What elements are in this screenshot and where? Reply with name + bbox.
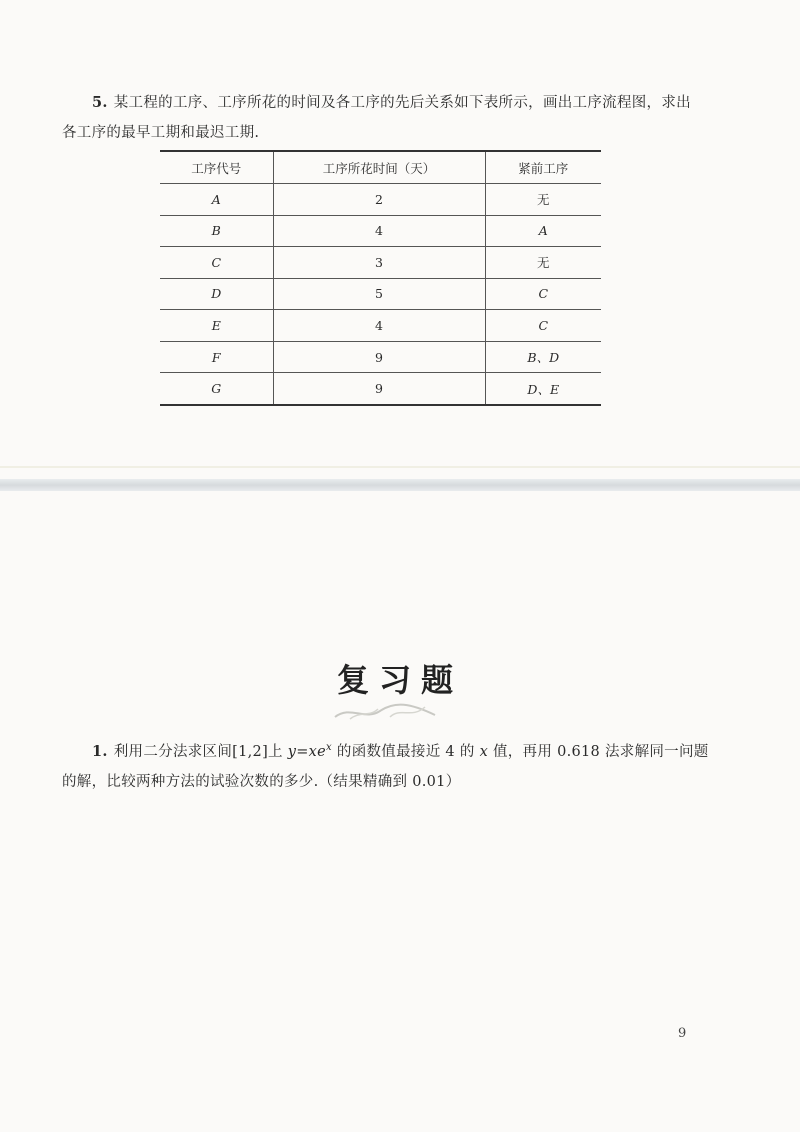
brush-decoration-icon: [330, 697, 440, 723]
cell-time: 3: [273, 247, 485, 279]
table-row: [160, 310, 601, 342]
question-1-number: 1.: [92, 742, 108, 760]
column-header-predecessor: 紧前工序: [485, 151, 601, 184]
question-5-text: 某工程的工序、工序所花的时间及各工序的先后关系如下表所示，画出工序流程图，求出各工序的最早工期和最迟工期.: [62, 95, 691, 141]
cell-predecessor: C: [485, 310, 601, 342]
process-table: [160, 150, 601, 406]
table-header-row: [160, 151, 601, 184]
cell-code: C: [160, 247, 273, 279]
cell-predecessor: 无: [485, 184, 601, 216]
cell-predecessor: B、D: [485, 341, 601, 373]
table-row: [160, 341, 601, 373]
question-5-number: 5.: [92, 94, 108, 111]
cell-time: 9: [273, 341, 485, 373]
cell-time: 2: [273, 184, 485, 216]
cell-code: B: [160, 215, 273, 247]
section-title-text: 复习题: [336, 661, 463, 699]
column-header-code: 工序代号: [160, 151, 273, 184]
table-row: [160, 184, 601, 216]
cell-code: G: [160, 373, 273, 405]
page-divider-thin: [0, 466, 800, 468]
page-number: 9: [678, 1026, 687, 1041]
cell-code: A: [160, 184, 273, 216]
question-5: [62, 88, 702, 148]
question-1-text-c: 值，再用 0.618 法求解同一问题的解，比较两种方法的试验次数的多少.（结果精确到 0.01）: [62, 743, 709, 790]
column-header-time: 工序所花时间（天）: [273, 151, 485, 184]
cell-code: E: [160, 310, 273, 342]
question-1-formula: y=xe: [287, 743, 327, 760]
page-divider-band: [0, 479, 800, 491]
cell-time: 5: [273, 278, 485, 310]
cell-predecessor: D、E: [485, 373, 601, 405]
question-1-variable: x: [479, 743, 489, 760]
table-row: [160, 215, 601, 247]
cell-predecessor: C: [485, 278, 601, 310]
question-1-text-a: 利用二分法求区间[1,2]上: [113, 743, 288, 760]
cell-time: 9: [273, 373, 485, 405]
question-1: [62, 733, 712, 797]
table-row: [160, 373, 601, 405]
question-1-formula-exponent: x: [326, 742, 332, 753]
cell-time: 4: [273, 215, 485, 247]
table-row: [160, 247, 601, 279]
table-row: [160, 278, 601, 310]
cell-code: D: [160, 278, 273, 310]
cell-predecessor: A: [485, 215, 601, 247]
section-title: [0, 655, 800, 701]
cell-code: F: [160, 341, 273, 373]
question-1-text-b: 的函数值最接近 4 的: [332, 743, 480, 760]
cell-predecessor: 无: [485, 247, 601, 279]
cell-time: 4: [273, 310, 485, 342]
